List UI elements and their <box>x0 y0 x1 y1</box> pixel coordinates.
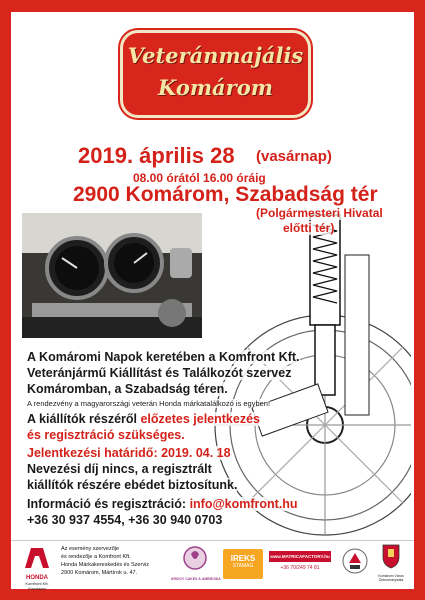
contact-line <box>27 497 298 511</box>
event-time: 08.00 órától 16.00 óráig <box>133 171 266 185</box>
body-line-6: és regisztráció szükséges. <box>27 428 185 442</box>
organizer-line-4: 2900 Komárom, Mártírok u. 47. <box>61 570 138 576</box>
organizer-line-2: és rendezője a Komfront Kft. <box>61 554 131 560</box>
matrica-phone: +36 70/249 74 81 <box>280 565 320 571</box>
event-date: 2019. április 28 <box>78 143 235 168</box>
body-line-4: A rendezvény a magyarországi veterán Honda márkatalálkozó is egyben! <box>27 399 271 408</box>
body-line-5 <box>27 412 260 426</box>
body-line-9: kiállítók részére ebédet biztosítunk. <box>27 478 238 492</box>
body-line-5a: A kiállítók részéről <box>27 412 141 426</box>
matrica-name: www.MATRICAFACTORY.hu <box>269 551 331 562</box>
ireks-sub: STAMAG <box>232 563 254 569</box>
place-note-2: előtti tér) <box>283 221 335 235</box>
body-line-1: A Komáromi Napok keretében a Komfront Kft. <box>27 350 300 364</box>
body-line-8: Nevezési díj nincs, a regisztrált <box>27 462 212 476</box>
contact-email-link[interactable]: info@komfront.hu <box>189 497 298 511</box>
registration-deadline: Jelentkezési határidő: 2019. 04. 18 <box>27 446 231 460</box>
place-note-1: (Polgármesteri Hivatal <box>256 206 383 220</box>
event-day: (vasárnap) <box>256 148 332 165</box>
title-line-1: Veteránmajális <box>127 43 304 68</box>
organizer-info <box>61 545 171 577</box>
sponsor-footer <box>11 540 414 589</box>
club-emblem-icon <box>341 545 369 585</box>
title-badge <box>120 30 311 118</box>
honda-logo <box>17 546 57 591</box>
krizoy-logo <box>171 544 219 586</box>
organizer-line-3: Honda Márkakereskedés és Szerviz <box>61 562 150 568</box>
organizer-line-1: Az esemény szervezője <box>61 546 120 552</box>
honda-sub: Komfront Kft. Komárom <box>25 581 49 591</box>
body-line-2: Veteránjármű Kiállítást és Találkozót szervez <box>27 366 292 380</box>
honda-brand: HONDA <box>26 575 48 581</box>
contact-phones: +36 30 937 4554, +36 30 940 0703 <box>27 513 223 527</box>
body-line-5b: előzetes jelentkezés <box>140 412 260 426</box>
city-name: Komárom Város Önkormányzata <box>378 574 404 582</box>
event-place: 2900 Komárom, Szabadság tér <box>73 183 378 206</box>
city-coat-of-arms-icon <box>373 543 409 587</box>
contact-label: Információ és regisztráció: <box>27 497 190 511</box>
krizoy-name: KRIZOY CAKES & AMBROSIA <box>171 577 221 581</box>
title-line-2: Komárom <box>158 75 273 100</box>
body-line-3: Komáromban, a Szabadság téren. <box>27 382 228 396</box>
matricafactory-logo <box>269 551 331 579</box>
motorcycle-gauges-photo <box>22 213 202 338</box>
ireks-name: IREKS <box>230 554 256 563</box>
ireks-logo <box>223 549 263 579</box>
